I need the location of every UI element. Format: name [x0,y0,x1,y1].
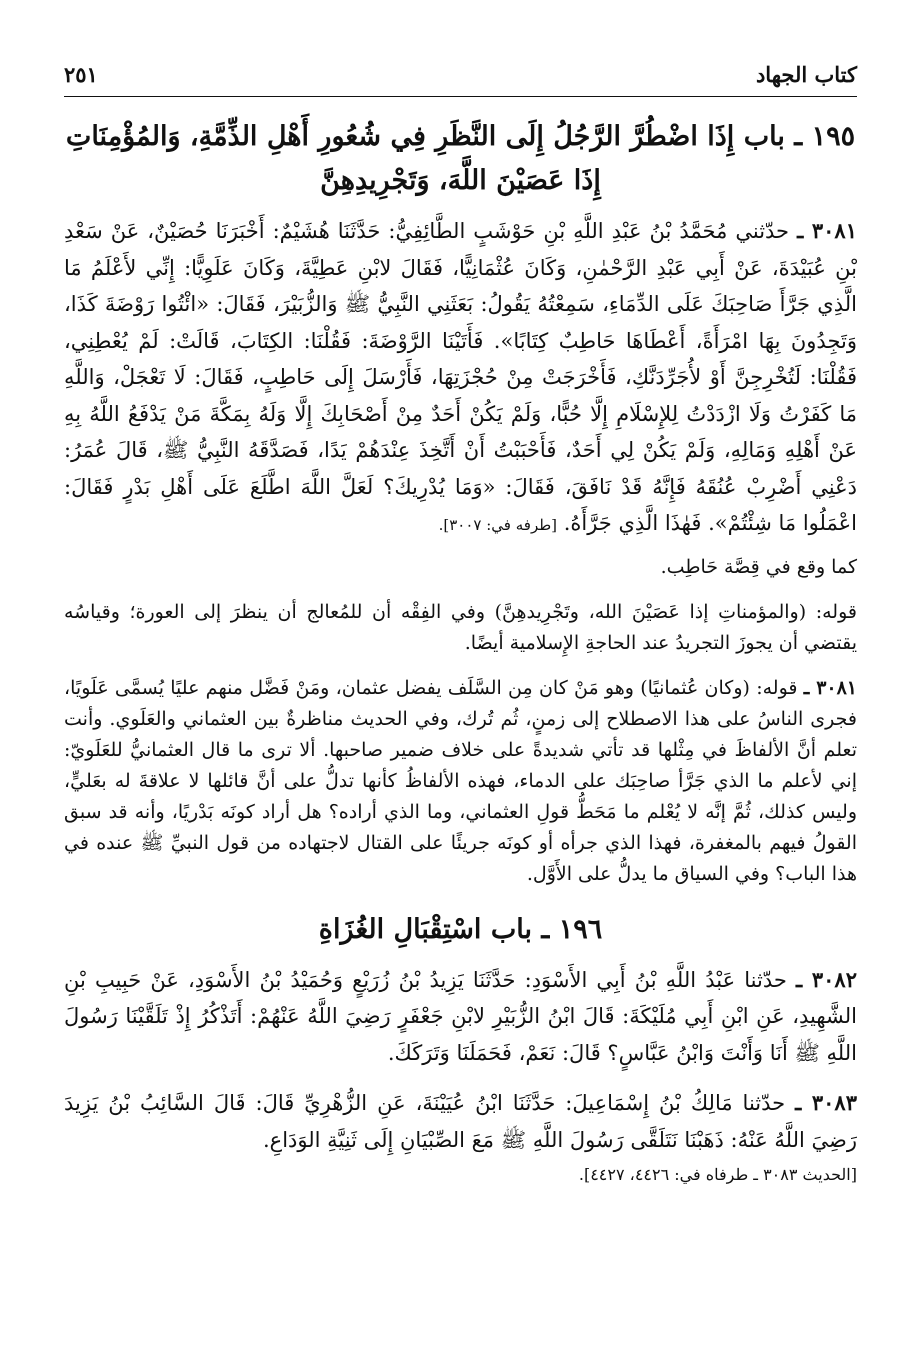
commentary-text: قوله: (وكان عُثمانيًا) وهو مَنْ كان مِن السَّلَف يفضل عثمان، ومَنْ فَضَّل منهم عليًا يُسمَّى عَلَويًا، فجرى الناسُ على هذا الاصطلاح إلى زمنٍ، ثُم تُرك، وفي الحديث مناظرةٌ بين العثماني والعَلَوي. وأنت تعلم أنَّ الألفاظَ في مِثْلها قد تأتي شديدةً على خلاف ضمير صاحبها. ألا ترى ما قال العثمانيُّ للعَلَويّ: إني لأعلم ما الذي جَرَّأ صاحِبَك على الدماء، فهذه الألفاظُ كأنها تدلُّ على أنَّ قائلها لا علاقةَ له بعَليٍّ، وليس كذلك، ثُمَّ إنَّه لا يُعْلم ما مَحَطُّ قولِ العثماني، وما الذي أراده؟ هل أراد كونَه بَدْريًا، وأنه قد سبق القولُ فيهم بالمغفرة، فهذا الذي جرأه أو كونَه جريئًا على القتال لاجتهاده من قول النبيِّ ﷺ عنده في هذا الباب؟ وفي السياق ما يدلُّ على الأَوَّل. [64,676,857,885]
hadith-text: حدّثني مُحَمَّدُ بْنُ عَبْدِ اللَّهِ بْنِ حَوْشَبٍ الطَّائِفِيُّ: حَدَّثَنَا هُشَيْمٌ: أَخْبَرَنَا حُصَيْنٌ، عَنْ سَعْدِ بْنِ عُبَيْدَةَ، عَنْ أَبِي عَبْدِ الرَّحْمٰنِ، وَكَانَ عُثْمَانِيًّا، فَقَالَ لابْنِ عَطِيَّةَ، وَكَانَ عَلَوِيًّا: إِنِّي لأَعْلَمُ مَا الَّذِي جَرَّأَ صَاحِبَكَ عَلَى الدِّمَاءِ، سَمِعْتُهُ يَقُولُ: بَعَثَنِي النَّبِيُّ ﷺ وَالزُّبَيْرَ، فَقَالَ: «ائْتُوا رَوْضَةَ كَذَا، وَتَجِدُونَ بِهَا امْرَأَةً، أَعْطَاهَا حَاطِبٌ كِتَابًا». فَأَتَيْنَا الرَّوْضَةَ: فَقُلْنَا: الكِتَابَ، قَالَتْ: لَمْ يُعْطِنِي، فَقُلْنَا: لَتُخْرِجِنَّ أَوْ لأُجَرِّدَنَّكِ، فَأَخْرَجَتْ مِنْ حُجْزَتِهَا، فَأَرْسَلَ إِلَى حَاطِبٍ، فَقَالَ: لَا تَعْجَلْ، وَاللَّهِ مَا كَفَرْتُ وَلَا ازْدَدْتُ لِلإِسْلَامِ إِلَّا حُبًّا، وَلَمْ يَكُنْ أَحَدٌ مِنْ أَصْحَابِكَ إِلَّا وَلَهُ بِمَكَّةَ مَنْ يَدْفَعُ اللَّهُ بِهِ عَنْ أَهْلِهِ وَمَالِهِ، وَلَمْ يَكُنْ لِي أَحَدٌ، فَأَحْبَبْتُ أَنْ أَتَّخِذَ عِنْدَهُمْ يَدًا، فَصَدَّقَهُ النَّبِيُّ ﷺ، قَالَ عُمَرُ: دَعْنِي أَضْرِبْ عُنُقَهُ فَإِنَّهُ قَدْ نَافَقَ، فَقَالَ: «وَمَا يُدْرِيكَ؟ لَعَلَّ اللَّهَ اطَّلَعَ عَلَى أَهْلِ بَدْرٍ فَقَالَ: اعْمَلُوا مَا شِئْتُمْ». فَهٰذَا الَّذِي جَرَّأَهُ. [64,219,857,535]
hadith-text: حدّثنا مَالِكُ بْنُ إِسْمَاعِيلَ: حَدَّثَنَا ابْنُ عُيَيْنَةَ، عَنِ الزُّهْرِيِّ قَالَ: قَالَ السَّائِبُ بْنُ يَزِيدَ رَضِيَ اللَّهُ عَنْهُ: ذَهَبْنَا نَتَلَقَّى رَسُولَ اللَّهِ ﷺ مَعَ الصِّبْيَانِ إِلَى ثَنِيَّةِ الوَدَاعِ. [64,1091,857,1152]
hadith-text: حدّثنا عَبْدُ اللَّهِ بْنُ أَبِي الأَسْوَدِ: حَدَّثَنَا يَزِيدُ بْنُ زُرَيْعٍ وَحُمَيْدُ بْنُ الأَسْوَدِ، عَنْ حَبِيبِ بْنِ الشَّهِيدِ، عَنِ ابْنِ أَبِي مُلَيْكَةَ: قَالَ ابْنُ الزُّبَيْرِ لابْنِ جَعْفَرٍ رَضِيَ اللَّهُ عَنْهُمْ: أَتَذْكُرُ إِذْ تَلَقَّيْنَا رَسُولَ اللَّهِ ﷺ أَنَا وَأَنْتَ وَابْنُ عَبَّاسٍ؟ قَالَ: نَعَمْ، فَحَمَلَنَا وَتَرَكَكَ. [64,967,857,1065]
book-title: كتاب الجهاد [755,62,857,87]
hadith-number: ٣٠٨١ ـ [803,676,858,699]
hadith-3082 [64,962,857,1072]
hadith-number: ٣٠٨١ ـ [797,218,857,243]
hadith-number: ٣٠٨٣ ـ [795,1090,857,1115]
hadith-number: ٣٠٨٢ ـ [795,966,857,992]
chapter-heading-196: ١٩٦ ـ باب اسْتِقْبَالِ الغُزَاةِ [318,913,603,945]
commentary-paragraph: كما وقع في قِصَّة حَاطِب. [660,555,857,578]
hadith-3081 [64,213,857,544]
commentary-paragraph-3081 [64,673,857,890]
running-head [64,60,857,97]
chapter-heading-195: ١٩٥ ـ باب إِذَا اضْطُرَّ الرَّجُلُ إِلَى النَّظَرِ فِي شُعُورِ أَهْلِ الذِّمَّةِ، وَالمُؤْمِنَاتِ إِذَا عَصَيْنَ اللَّهَ، وَتَجْرِيدِهِنَّ [65,121,856,196]
page-number: ٢٥١ [64,62,98,87]
commentary-paragraph: قوله: (والمؤمناتِ إذا عَصَيْنَ الله، وتَجْرِيدهِنَّ) وفي الفِقْه أن للمُعالج أن ينظرَ إلى العورة؛ وقياسُه يقتضي أن يجوزَ التجريدُ عند الحاجةِ الإِسلامية أيضًا. [64,600,857,654]
hadith-3083 [64,1085,857,1158]
cross-reference: [طرفه في: ٣٠٠٧]. [438,516,558,534]
footnote: [الحديث ٣٠٨٣ ـ طرفاه في: ٤٤٢٦، ٤٤٢٧]. [578,1165,857,1184]
